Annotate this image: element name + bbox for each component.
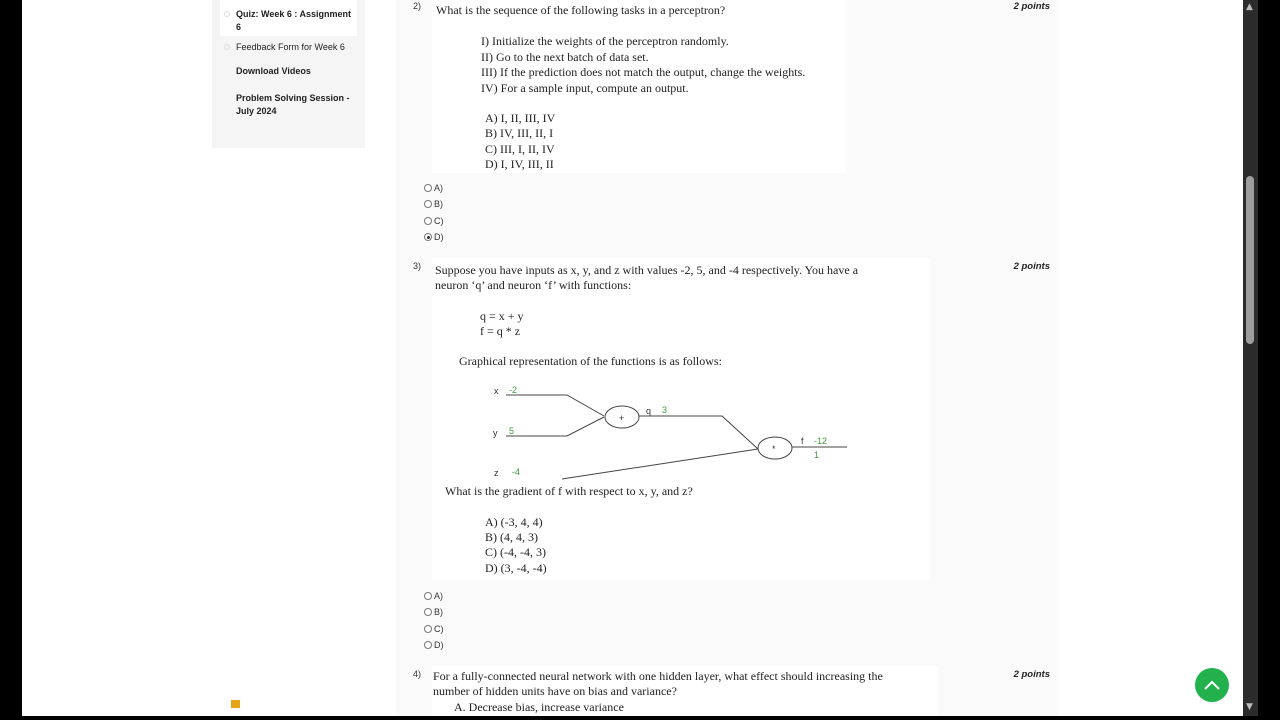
question-number: 4) bbox=[413, 669, 422, 679]
svg-text:1: 1 bbox=[814, 450, 820, 460]
svg-text:*: * bbox=[772, 444, 776, 454]
question-number: 3) bbox=[413, 261, 422, 271]
question-points: 2 points bbox=[1013, 669, 1050, 680]
choice: B) (4, 4, 3) bbox=[485, 530, 538, 544]
choice: A) (-3, 4, 4) bbox=[485, 515, 543, 529]
question-3-body bbox=[432, 258, 930, 580]
svg-text:f: f bbox=[801, 436, 804, 446]
scrollbar-thumb[interactable] bbox=[1246, 176, 1254, 344]
question-text: Suppose you have inputs as x, y, and z with values -2, 5, and -4 respectively. You have a bbox=[435, 263, 859, 277]
sidebar-item-problem-solving[interactable]: Problem Solving Session - July 2024 bbox=[236, 93, 350, 116]
question-text: What is the gradient of f with respect to x, y, and z? bbox=[445, 484, 693, 498]
svg-text:y: y bbox=[493, 428, 498, 438]
question-points: 2 points bbox=[1013, 1, 1050, 12]
sidebar-item-download-videos[interactable]: Download Videos bbox=[236, 66, 311, 76]
sidebar-item-label: Quiz: Week 6 : Assignment 6 bbox=[236, 9, 352, 32]
choice: A) I, II, III, IV bbox=[485, 111, 556, 125]
step: I) Initialize the weights of the perceptron randomly. bbox=[481, 34, 729, 48]
choice: A. Decrease bias, increase variance bbox=[454, 700, 624, 714]
chevron-up-icon bbox=[1204, 680, 1220, 690]
svg-text:+: + bbox=[619, 413, 625, 423]
svg-text:x: x bbox=[494, 386, 499, 396]
question-text: neuron ‘q’ and neuron ‘f’ with functions: bbox=[435, 278, 632, 292]
choice: B) IV, III, II, I bbox=[485, 126, 554, 140]
sidebar-item-feedback[interactable] bbox=[236, 41, 345, 54]
quiz-content bbox=[396, 0, 1058, 716]
option-d-radio[interactable]: D) bbox=[424, 640, 444, 650]
question-2-body bbox=[432, 0, 846, 173]
computation-graph-diagram bbox=[492, 380, 882, 485]
choice: D) (3, -4, -4) bbox=[485, 561, 547, 575]
bullet-icon bbox=[224, 11, 230, 17]
svg-text:3: 3 bbox=[662, 405, 668, 415]
svg-text:-12: -12 bbox=[814, 436, 828, 446]
option-b-radio[interactable]: B) bbox=[424, 199, 443, 209]
step: III) If the prediction does not match the output, change the weights. bbox=[481, 65, 806, 79]
page bbox=[22, 0, 1243, 716]
option-b-radio[interactable]: B) bbox=[424, 607, 443, 617]
option-c-radio[interactable]: C) bbox=[424, 624, 444, 634]
sidebar-item-quiz-week6[interactable] bbox=[220, 0, 357, 36]
question-text: What is the sequence of the following tasks in a perceptron? bbox=[436, 3, 726, 17]
question-text: For a fully-connected neural network with one hidden layer, what effect should increasing the bbox=[433, 669, 883, 683]
question-number: 2) bbox=[413, 1, 422, 11]
bullet-icon bbox=[224, 44, 230, 50]
scroll-to-top-button[interactable] bbox=[1195, 668, 1229, 702]
sidebar-item-label: Feedback Form for Week 6 bbox=[236, 42, 345, 52]
svg-text:-2: -2 bbox=[509, 385, 518, 395]
svg-text:z: z bbox=[494, 468, 499, 478]
step: II) Go to the next batch of data set. bbox=[481, 50, 649, 64]
question-points: 2 points bbox=[1013, 261, 1050, 272]
sidebar bbox=[212, 0, 365, 148]
choice: C) III, I, II, IV bbox=[485, 142, 555, 156]
scrollbar[interactable] bbox=[1243, 0, 1258, 716]
question-text: number of hidden units have on bias and variance? bbox=[433, 684, 677, 698]
option-d-radio[interactable]: D) bbox=[424, 232, 444, 242]
question-4-body bbox=[432, 666, 938, 716]
equation: q = x + y bbox=[480, 309, 524, 323]
option-a-radio[interactable]: A) bbox=[424, 183, 443, 193]
option-a-radio[interactable]: A) bbox=[424, 591, 443, 601]
step: IV) For a sample input, compute an output. bbox=[481, 81, 689, 95]
choice: C) (-4, -4, 3) bbox=[485, 545, 546, 559]
scroll-up-icon[interactable]: ▲ bbox=[1246, 2, 1253, 12]
svg-text:5: 5 bbox=[509, 426, 515, 436]
svg-text:q: q bbox=[646, 406, 652, 416]
scroll-down-icon[interactable]: ▼ bbox=[1246, 702, 1253, 712]
option-c-radio[interactable]: C) bbox=[424, 216, 444, 226]
status-indicator bbox=[231, 700, 240, 708]
svg-text:-4: -4 bbox=[512, 467, 521, 477]
equation: f = q * z bbox=[480, 324, 521, 338]
caption: Graphical representation of the functions is as follows: bbox=[459, 354, 722, 368]
choice: D) I, IV, III, II bbox=[485, 157, 554, 171]
